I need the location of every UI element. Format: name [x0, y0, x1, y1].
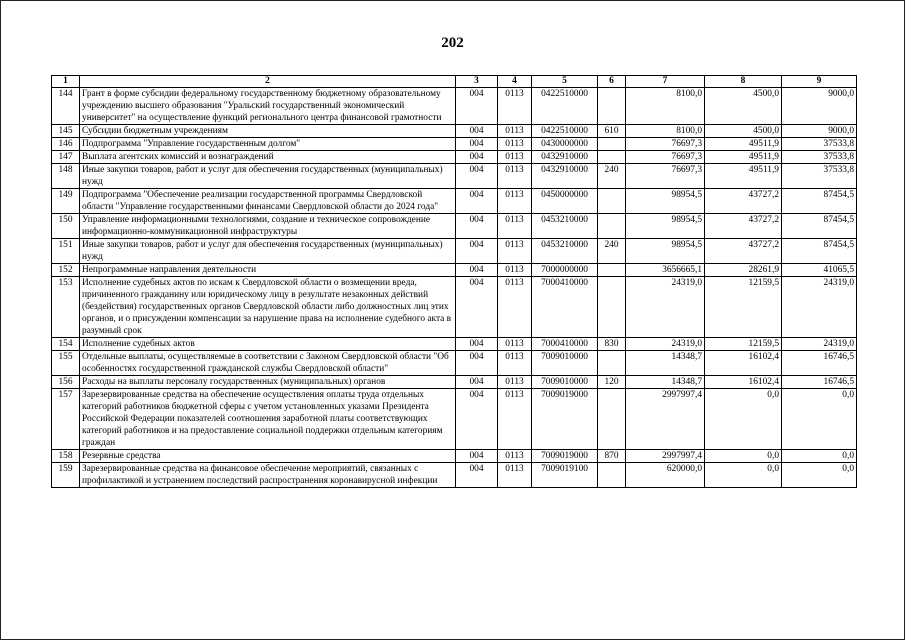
ministry-code-cell: 004	[456, 214, 498, 239]
amount-cell: 14348,7	[626, 376, 705, 389]
table-row	[52, 88, 857, 125]
column-header: 6	[598, 76, 626, 88]
target-article-cell: 7000000000	[532, 264, 598, 277]
row-number-cell: 149	[52, 189, 80, 214]
amount-cell: 76697,3	[626, 164, 705, 189]
amount-cell: 0,0	[782, 389, 857, 450]
row-number-cell: 145	[52, 125, 80, 138]
amount-cell: 49511,9	[705, 164, 782, 189]
table-row	[52, 138, 857, 151]
table-row	[52, 164, 857, 189]
section-code-cell: 0113	[498, 338, 532, 351]
item-name-cell: Непрограммные направления деятельности	[80, 264, 456, 277]
section-code-cell: 0113	[498, 376, 532, 389]
section-code-cell: 0113	[498, 164, 532, 189]
amount-cell: 0,0	[705, 389, 782, 450]
expense-type-cell	[598, 88, 626, 125]
section-code-cell: 0113	[498, 463, 532, 488]
budget-table	[51, 75, 857, 488]
item-name-cell: Исполнение судебных актов по искам к Свердловской области о возмещении вреда, причиненного гражданину или юридическому лицу в результате незаконных действий (бездействия) государственных органов Свердловской области либо должностных лиц этих органов, и о присуждении компенсации за нарушение права на исполнение судебного акта в разумный срок	[80, 277, 456, 338]
amount-cell: 8100,0	[626, 88, 705, 125]
ministry-code-cell: 004	[456, 138, 498, 151]
amount-cell: 12159,5	[705, 338, 782, 351]
expense-type-cell	[598, 351, 626, 376]
item-name-cell: Грант в форме субсидии федеральному государственному бюджетному образовательному учреждению высшего образования "Уральский государственный экономический университет" на осуществление функций регионального центра финансовой грамотности	[80, 88, 456, 125]
amount-cell: 4500,0	[705, 125, 782, 138]
amount-cell: 12159,5	[705, 277, 782, 338]
target-article-cell: 7009019000	[532, 450, 598, 463]
amount-cell: 9000,0	[782, 88, 857, 125]
target-article-cell: 7009010000	[532, 376, 598, 389]
item-name-cell: Подпрограмма "Управление государственным долгом"	[80, 138, 456, 151]
item-name-cell: Выплата агентских комиссий и вознаграждений	[80, 151, 456, 164]
target-article-cell: 0453210000	[532, 214, 598, 239]
amount-cell: 43727,2	[705, 239, 782, 264]
expense-type-cell	[598, 389, 626, 450]
column-header: 7	[626, 76, 705, 88]
section-code-cell: 0113	[498, 277, 532, 338]
item-name-cell: Управление информационными технологиями, создание и техническое сопровождение информационно-коммуникационной инфраструктуры	[80, 214, 456, 239]
amount-cell: 16746,5	[782, 351, 857, 376]
target-article-cell: 0422510000	[532, 125, 598, 138]
amount-cell: 87454,5	[782, 189, 857, 214]
row-number-cell: 155	[52, 351, 80, 376]
target-article-cell: 0422510000	[532, 88, 598, 125]
amount-cell: 43727,2	[705, 189, 782, 214]
item-name-cell: Субсидии бюджетным учреждениям	[80, 125, 456, 138]
ministry-code-cell: 004	[456, 125, 498, 138]
section-code-cell: 0113	[498, 151, 532, 164]
table-row	[52, 151, 857, 164]
row-number-cell: 144	[52, 88, 80, 125]
section-code-cell: 0113	[498, 351, 532, 376]
table-row	[52, 351, 857, 376]
amount-cell: 87454,5	[782, 214, 857, 239]
item-name-cell: Резервные средства	[80, 450, 456, 463]
ministry-code-cell: 004	[456, 164, 498, 189]
target-article-cell: 0432910000	[532, 151, 598, 164]
expense-type-cell	[598, 277, 626, 338]
amount-cell: 24319,0	[782, 277, 857, 338]
ministry-code-cell: 004	[456, 338, 498, 351]
item-name-cell: Иные закупки товаров, работ и услуг для обеспечения государственных (муниципальных) нужд	[80, 239, 456, 264]
table-row	[52, 125, 857, 138]
page-number: 202	[441, 35, 464, 51]
amount-cell: 37533,8	[782, 151, 857, 164]
section-code-cell: 0113	[498, 138, 532, 151]
column-header: 1	[52, 76, 80, 88]
amount-cell: 24319,0	[782, 338, 857, 351]
target-article-cell: 7009019100	[532, 463, 598, 488]
amount-cell: 76697,3	[626, 138, 705, 151]
section-code-cell: 0113	[498, 389, 532, 450]
expense-type-cell	[598, 264, 626, 277]
header-row	[52, 76, 857, 88]
section-code-cell: 0113	[498, 264, 532, 277]
amount-cell: 4500,0	[705, 88, 782, 125]
section-code-cell: 0113	[498, 239, 532, 264]
row-number-cell: 146	[52, 138, 80, 151]
amount-cell: 98954,5	[626, 189, 705, 214]
table-row	[52, 450, 857, 463]
row-number-cell: 151	[52, 239, 80, 264]
amount-cell: 43727,2	[705, 214, 782, 239]
amount-cell: 16102,4	[705, 376, 782, 389]
row-number-cell: 150	[52, 214, 80, 239]
table-row	[52, 277, 857, 338]
target-article-cell: 0430000000	[532, 138, 598, 151]
ministry-code-cell: 004	[456, 239, 498, 264]
item-name-cell: Зарезервированные средства на финансовое обеспечение мероприятий, связанных с профилактикой и устранением последствий распространения коронавирусной инфекции	[80, 463, 456, 488]
amount-cell: 8100,0	[626, 125, 705, 138]
amount-cell: 0,0	[782, 450, 857, 463]
amount-cell: 37533,8	[782, 138, 857, 151]
amount-cell: 2997997,4	[626, 450, 705, 463]
target-article-cell: 7000410000	[532, 277, 598, 338]
item-name-cell: Иные закупки товаров, работ и услуг для обеспечения государственных (муниципальных) нужд	[80, 164, 456, 189]
column-header: 2	[80, 76, 456, 88]
amount-cell: 24319,0	[626, 338, 705, 351]
ministry-code-cell: 004	[456, 450, 498, 463]
ministry-code-cell: 004	[456, 463, 498, 488]
expense-type-cell: 610	[598, 125, 626, 138]
column-header: 5	[532, 76, 598, 88]
ministry-code-cell: 004	[456, 376, 498, 389]
expense-type-cell: 240	[598, 239, 626, 264]
ministry-code-cell: 004	[456, 389, 498, 450]
table-row	[52, 463, 857, 488]
amount-cell: 2997997,4	[626, 389, 705, 450]
ministry-code-cell: 004	[456, 151, 498, 164]
amount-cell: 16746,5	[782, 376, 857, 389]
row-number-cell: 152	[52, 264, 80, 277]
item-name-cell: Подпрограмма "Обеспечение реализации государственной программы Свердловской области "Управление государственными финансами Свердловской области до 2024 года"	[80, 189, 456, 214]
ministry-code-cell: 004	[456, 264, 498, 277]
column-header: 4	[498, 76, 532, 88]
ministry-code-cell: 004	[456, 189, 498, 214]
amount-cell: 49511,9	[705, 151, 782, 164]
table-row	[52, 338, 857, 351]
expense-type-cell: 120	[598, 376, 626, 389]
amount-cell: 37533,8	[782, 164, 857, 189]
row-number-cell: 158	[52, 450, 80, 463]
row-number-cell: 148	[52, 164, 80, 189]
target-article-cell: 7009019000	[532, 389, 598, 450]
expense-type-cell	[598, 151, 626, 164]
expense-type-cell	[598, 189, 626, 214]
expense-type-cell	[598, 463, 626, 488]
table-row	[52, 189, 857, 214]
amount-cell: 98954,5	[626, 214, 705, 239]
row-number-cell: 156	[52, 376, 80, 389]
amount-cell: 0,0	[782, 463, 857, 488]
column-header: 3	[456, 76, 498, 88]
column-header: 9	[782, 76, 857, 88]
ministry-code-cell: 004	[456, 351, 498, 376]
amount-cell: 16102,4	[705, 351, 782, 376]
amount-cell: 76697,3	[626, 151, 705, 164]
section-code-cell: 0113	[498, 189, 532, 214]
item-name-cell: Расходы на выплаты персоналу государственных (муниципальных) органов	[80, 376, 456, 389]
table-row	[52, 214, 857, 239]
row-number-cell: 157	[52, 389, 80, 450]
section-code-cell: 0113	[498, 450, 532, 463]
item-name-cell: Отдельные выплаты, осуществляемые в соответствии с Законом Свердловской области "Об особенностях государственной гражданской службы Свердловской области"	[80, 351, 456, 376]
target-article-cell: 0453210000	[532, 239, 598, 264]
amount-cell: 0,0	[705, 450, 782, 463]
amount-cell: 0,0	[705, 463, 782, 488]
target-article-cell: 0432910000	[532, 164, 598, 189]
expense-type-cell: 830	[598, 338, 626, 351]
row-number-cell: 147	[52, 151, 80, 164]
column-header: 8	[705, 76, 782, 88]
row-number-cell: 159	[52, 463, 80, 488]
amount-cell: 24319,0	[626, 277, 705, 338]
table-row	[52, 376, 857, 389]
ministry-code-cell: 004	[456, 277, 498, 338]
row-number-cell: 154	[52, 338, 80, 351]
amount-cell: 620000,0	[626, 463, 705, 488]
table-row	[52, 389, 857, 450]
row-number-cell: 153	[52, 277, 80, 338]
amount-cell: 49511,9	[705, 138, 782, 151]
item-name-cell: Зарезервированные средства на обеспечение осуществления оплаты труда отдельных категорий работников бюджетной сферы с учетом установленных указами Президента Российской Федерации показателей соотношения заработной платы соответствующих категорий работников и на предоставление социальной поддержки отдельным категориям граждан	[80, 389, 456, 450]
section-code-cell: 0113	[498, 88, 532, 125]
target-article-cell: 0450000000	[532, 189, 598, 214]
expense-type-cell	[598, 214, 626, 239]
item-name-cell: Исполнение судебных актов	[80, 338, 456, 351]
ministry-code-cell: 004	[456, 88, 498, 125]
amount-cell: 28261,9	[705, 264, 782, 277]
expense-type-cell: 870	[598, 450, 626, 463]
amount-cell: 98954,5	[626, 239, 705, 264]
table-row	[52, 264, 857, 277]
amount-cell: 3656665,1	[626, 264, 705, 277]
expense-type-cell: 240	[598, 164, 626, 189]
target-article-cell: 7009010000	[532, 351, 598, 376]
section-code-cell: 0113	[498, 125, 532, 138]
amount-cell: 14348,7	[626, 351, 705, 376]
section-code-cell: 0113	[498, 214, 532, 239]
amount-cell: 87454,5	[782, 239, 857, 264]
table-row	[52, 239, 857, 264]
expense-type-cell	[598, 138, 626, 151]
amount-cell: 9000,0	[782, 125, 857, 138]
target-article-cell: 7000410000	[532, 338, 598, 351]
amount-cell: 41065,5	[782, 264, 857, 277]
